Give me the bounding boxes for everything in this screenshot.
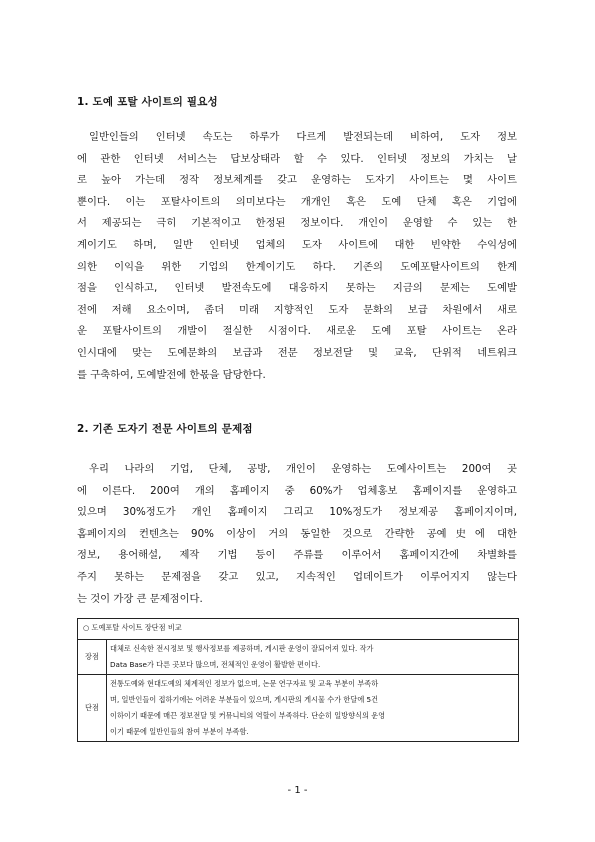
cell-line: 이하이기 때문에 매끈 정보전달 및 커뮤니티의 역할이 부족하다. 단순히 일방향식의 운영 — [110, 711, 386, 720]
section-2-paragraph — [77, 459, 517, 610]
text-line: 우리 나라의 기업, 단체, 공방, 개인이 운영하는 도예사이트는 200여 곳 — [89, 463, 517, 475]
text-line: 운 포탈사이트의 개발이 절실한 시점이다. 새로운 도예 포탈 사이트는 온라 — [77, 325, 517, 338]
cell-line: 며, 일반인들이 접하기에는 어려운 부분들이 있으며, 게시판의 게시물 수가 한달에 5건 — [110, 695, 379, 704]
text-line: 정보, 용어해설, 제작 기법 등이 주류를 이루어서 홈페이지간에 차별화를 — [77, 549, 517, 562]
text-line: 전에 저해 요소이며, 좀더 미래 지향적인 도자 문화의 보급 차원에서 새로 — [77, 303, 517, 316]
text-line: 에 이른다. 200여 개의 홈페이지 중 60%가 업체홍보 홈페이지를 운영하고 — [77, 484, 517, 497]
text-line: 로 높아 가는데 정작 정보체계를 갖고 운영하는 도자기 사이트는 몇 사이트 — [77, 174, 517, 187]
row-label-disadvantages: 단점 — [78, 675, 107, 742]
page-number: - 1 - — [287, 785, 308, 796]
table-row — [78, 675, 519, 742]
text-line: 일반인들의 인터넷 속도는 하루가 다르게 발전되는데 비하여, 도자 정보 — [89, 131, 517, 143]
table-title-row — [78, 619, 519, 640]
text-line: 주지 못하는 문제점을 갖고 있고, 지속적인 업데이트가 이루어지지 않는다 — [77, 570, 517, 583]
text-line: 홈페이지의 컨텐츠는 90% 이상이 거의 동일한 것으로 간략한 공예史에 대한 — [77, 527, 517, 540]
row-label-advantages: 장점 — [78, 640, 107, 675]
text-line: 계이기도 하며, 일반 인터넷 업체의 도자 사이트에 대한 빈약한 수익성에 — [77, 238, 517, 251]
section-2-heading: 2. 기존 도자기 전문 사이트의 문제점 — [77, 423, 253, 435]
cell-line: 이기 때문에 일반인들의 참여 부분이 부족함. — [110, 727, 249, 736]
text-line: 서 제공되는 극히 기본적이고 한정된 정보이다. 개인이 운영할 수 있는 한 — [77, 217, 517, 230]
row-content-advantages — [107, 640, 519, 675]
cell-line: Data Base가 다른 곳보다 많으며, 전체적인 운영이 활발한 편이다. — [110, 660, 321, 669]
text-line: 를 구축하여, 도예발전에 한몫을 담당한다. — [77, 368, 266, 381]
section-1-paragraph — [77, 127, 517, 386]
section-1-heading: 1. 도예 포탈 사이트의 필요성 — [77, 96, 218, 108]
text-line: 인시대에 맞는 도예문화의 보급과 전문 정보전달 및 교육, 단위적 네트워크 — [77, 346, 517, 359]
text-line: 있으며 30%정도가 개인 홈페이지 그리고 10%정도가 정보제공 홈페이지이며, — [77, 506, 517, 519]
cell-line: 대체로 신속한 전시정보 및 행사정보를 제공하며, 게시판 운영이 잘되어져 있다. 작가 — [110, 644, 374, 653]
comparison-table — [77, 618, 519, 742]
table-title: ○ 도예포탈 사이트 장단점 비교 — [78, 619, 519, 640]
text-line: 에 관한 인터넷 서비스는 답보상태라 할 수 있다. 인터넷 정보의 가치는 날 — [77, 152, 517, 165]
cell-line: 전통도예와 현대도예의 체계적인 정보가 없으며, 논문 연구자료 및 교육 부분이 부족하 — [110, 679, 379, 688]
row-content-disadvantages — [107, 675, 519, 742]
text-line: 뿐이다. 이는 포탈사이트의 의미보다는 개개인 혹은 도예 단체 혹은 기업에 — [77, 195, 517, 208]
text-line: 점을 인식하고, 인터넷 발전속도에 대응하지 못하는 지금의 문제는 도예발 — [77, 282, 517, 295]
text-line: 는 것이 가장 큰 문제점이다. — [77, 592, 203, 605]
table-row — [78, 640, 519, 675]
text-line: 의한 이익을 위한 기업의 한계이기도 하다. 기존의 도예포탈사이트의 한계 — [77, 260, 517, 273]
